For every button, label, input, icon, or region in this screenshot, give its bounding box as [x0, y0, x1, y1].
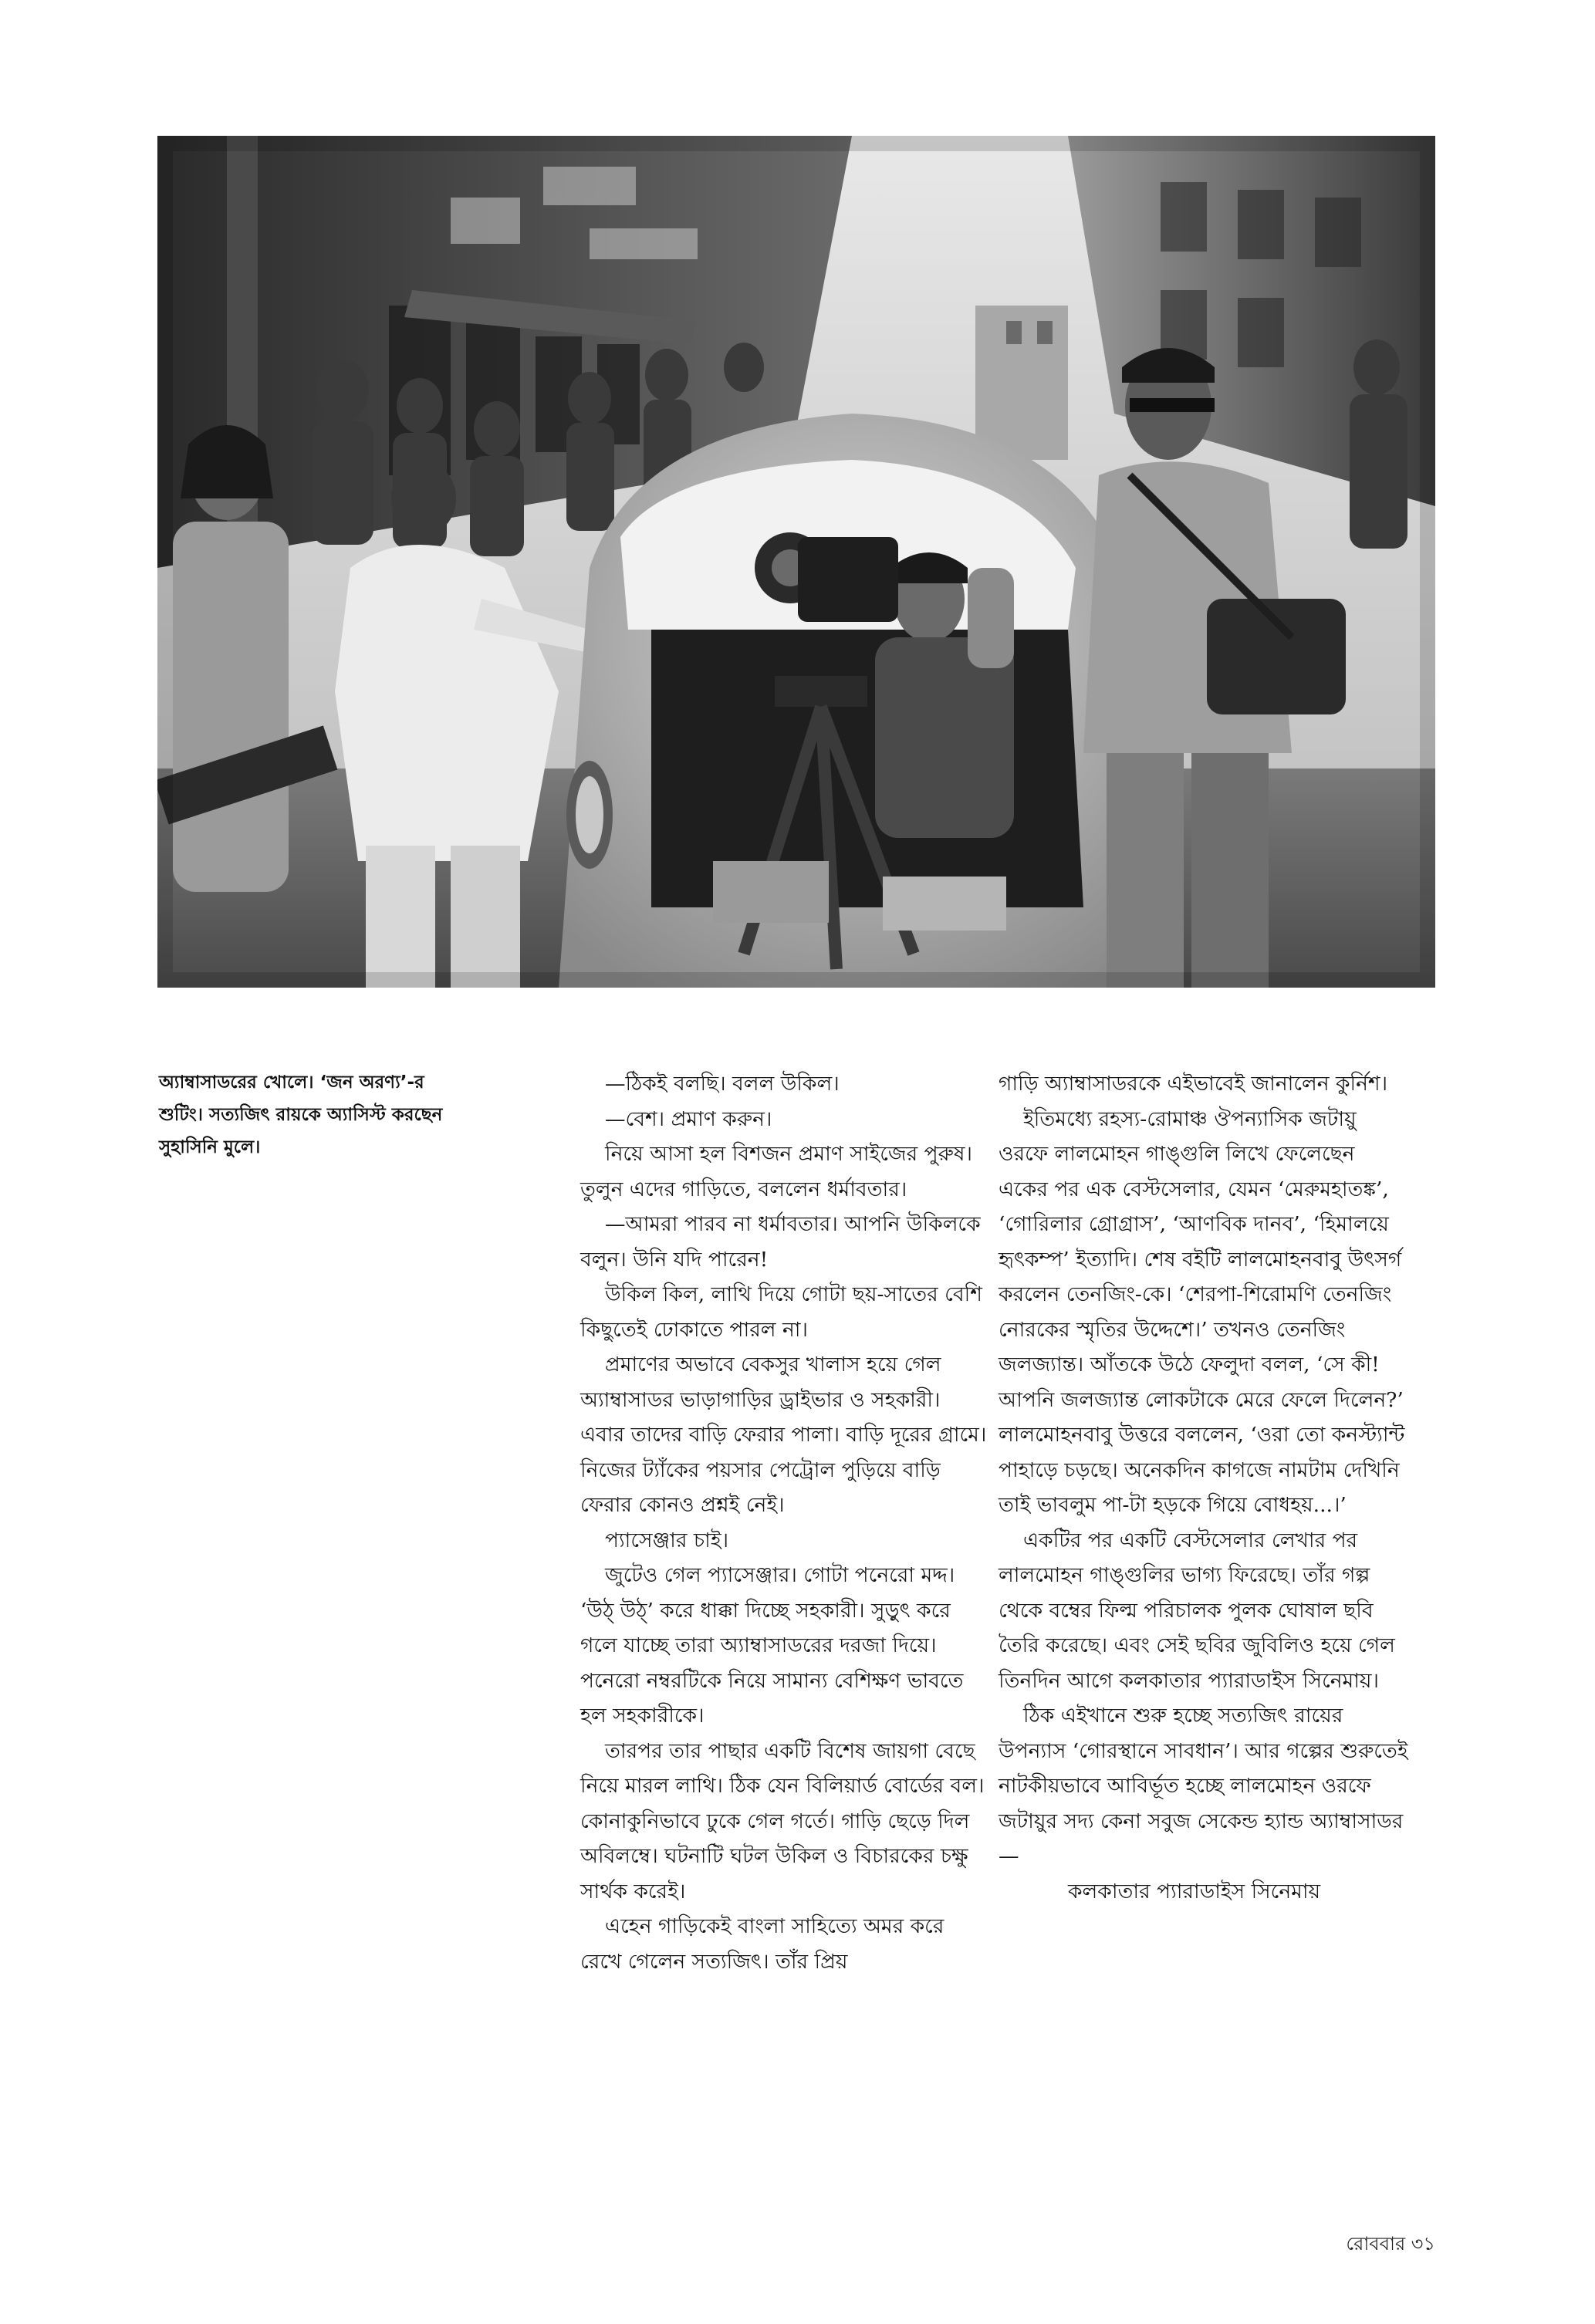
article-column-2	[580, 1066, 991, 1979]
paragraph: এহেন গাড়িকেই বাংলা সাহিত্যে অমর করে রেখে গেলেন সত্যজিৎ। তাঁর প্রিয়	[580, 1914, 944, 1974]
article-column-3	[999, 1066, 1409, 1909]
paragraph: প্রমাণের অভাবে বেকসুর খালাস হয়ে গেল অ্যাম্বাসাডর ভাড়াগাড়ির ড্রাইভার ও সহকারী। এবার তাদের বাড়ি ফেরার পালা। বাড়ি দূরের গ্রামে। নিজের ট্যাঁকের পয়সার পেট্রোল পুড়িয়ে বাড়ি ফেরার কোনও প্রশ্নই নেই।	[580, 1353, 987, 1517]
caption-line: সুহাসিনি মুলে।	[159, 1137, 261, 1157]
paragraph: জুটেও গেল প্যাসেঞ্জার। গোটা পনেরো মদ্দ। ‘উঠ্‌ উঠ্‌’ করে ধাক্কা দিচ্ছে সহকারী। সুড়ুৎ করে গলে যাচ্ছে তারা অ্যাম্বাসাডরের দরজা দিয়ে। পনেরো নম্বরটিকে নিয়ে সামান্য বেশিক্ষণ ভাবতে হল সহকারীকে।	[580, 1563, 964, 1728]
paragraph: উকিল কিল, লাথি দিয়ে গোটা ছয়-সাতের বেশি কিছুতেই ঢোকাতে পারল না।	[580, 1282, 982, 1342]
street-film-shoot-photo	[157, 136, 1435, 988]
paragraph: তারপর তার পাছার একটি বিশেষ জায়গা বেছে নিয়ে মারল লাথি। ঠিক যেন বিলিয়ার্ড বোর্ডের বল। কোনাকুনিভাবে ঢুকে গেল গর্তে। গাড়ি ছেড়ে দিল অবিলম্বে। ঘটনাটি ঘটল উকিল ও বিচারকের চক্ষু সার্থক করেই।	[580, 1738, 985, 1903]
paragraph-subheading: কলকাতার প্যারাডাইস সিনেমায়	[1068, 1879, 1321, 1903]
paragraph: প্যাসেঞ্জার চাই।	[605, 1528, 729, 1552]
paragraph: —বেশ। প্রমাণ করুন।	[605, 1106, 772, 1131]
page-footer: রোববার ৩১	[1346, 2233, 1435, 2255]
caption-line: অ্যাম্বাসাডরের খোলে। ‘জন অরণ্য’-র	[159, 1072, 424, 1093]
paragraph: ইতিমধ্যে রহস্য-রোমাঞ্চ ঔপন্যাসিক জটায়ু ওরফে লালমোহন গাঙ্গুলি লিখে ফেলেছেন একের পর এক বেস্টসেলার, যেমন ‘মেরুমহাতঙ্ক’, ‘গোরিলার গ্রোগ্রাস’, ‘আণবিক দানব’, ‘হিমালয়ে হৃৎকম্প’ ইত্যাদি। শেষ বইটি লালমোহনবাবু উৎসর্গ করলেন তেনজিং-কে। ‘শেরপা-শিরোমণি তেনজিং নোরকের স্মৃতির উদ্দেশে।’ তখনও তেনজিং জলজ্যান্ত। আঁতকে উঠে ফেলুদা বলল, ‘সে কী! আপনি জলজ্যান্ত লোকটাকে মেরে ফেলে দিলেন?’ লালমোহনবাবু উত্তরে বললেন, ‘ওরা তো কনস্ট্যান্ট পাহাড়ে চড়ছে। অনেকদিন কাগজে নামটাম দেখিনি তাই ভাবলুম পা-টা হড়কে গিয়ে বোধহয়...।’	[999, 1106, 1405, 1517]
paragraph: একটির পর একটি বেস্টসেলার লেখার পর লালমোহন গাঙ্গুলির ভাগ্য ফিরেছে। তাঁর গল্প থেকে বম্বের ফিল্ম পরিচালক পুলক ঘোষাল ছবি তৈরি করেছে। এবং সেই ছবির জুবিলিও হয়ে গেল তিনদিন আগে কলকাতার প্যারাডাইস সিনেমায়।	[999, 1528, 1395, 1693]
photo-illustration	[157, 136, 1435, 988]
paragraph: গাড়ি অ্যাম্বাসাডরকে এইভাবেই জানালেন কুর্নিশ।	[999, 1072, 1388, 1096]
paragraph: ঠিক এইখানে শুরু হচ্ছে সত্যজিৎ রায়ের উপন্যাস ‘গোরস্থানে সাবধান’। আর গল্পের শুরুতেই নাটকীয়ভাবে আবির্ভূত হচ্ছে লালমোহন ওরফে জটায়ুর সদ্য কেনা সবুজ সেকেন্ড হ্যান্ড অ্যাম্বাসাডর—	[999, 1704, 1408, 1868]
caption-line: শুটিং। সত্যজিৎ রায়কে অ্যাসিস্ট করছেন	[159, 1105, 443, 1125]
paragraph: —আমরা পারব না ধর্মাবতার। আপনি উকিলকে বলুন। উনি যদি পারেন!	[580, 1212, 981, 1272]
paragraph: নিয়ে আসা হল বিশজন প্রমাণ সাইজের পুরুষ। তুলুন এদের গাড়িতে, বললেন ধর্মাবতার।	[580, 1142, 973, 1201]
photo-caption	[159, 1066, 529, 1164]
paragraph: —ঠিকই বলছি। বলল উকিল।	[605, 1072, 840, 1096]
